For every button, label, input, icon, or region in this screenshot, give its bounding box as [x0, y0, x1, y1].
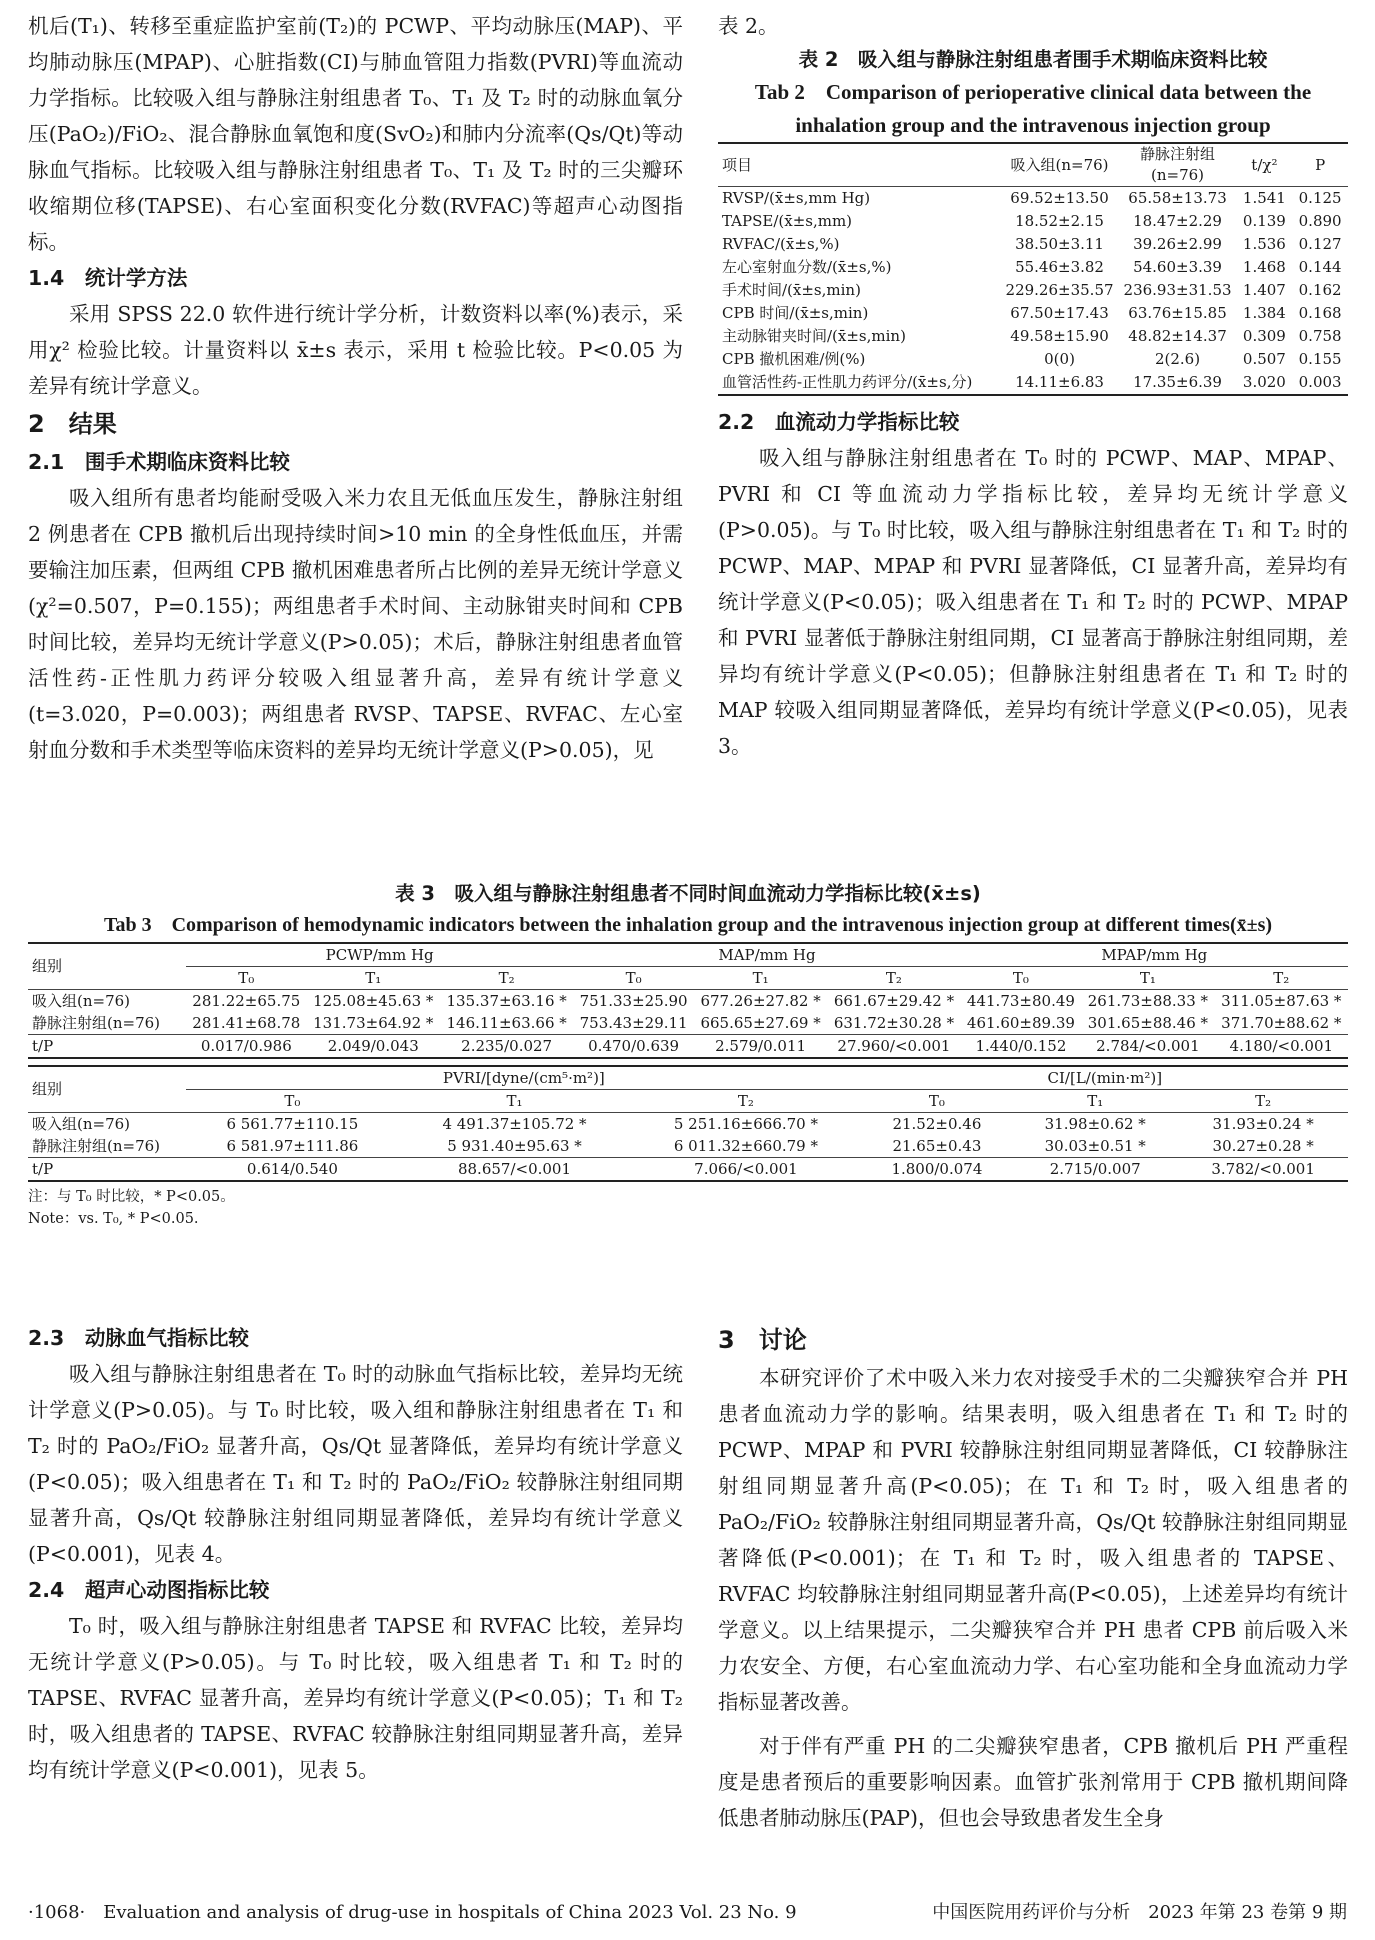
time-label: T₀ [928, 1091, 945, 1110]
table-cell: 281.41±68.78 [192, 1013, 301, 1032]
table-row [28, 1113, 1348, 1136]
methods-paragraph: 机后(T₁)、转移至重症监护室前(T₂)的 PCWP、平均动脉压(MAP)、平均肺动脉压(MPAP)、心脏指数(CI)与肺血管阻力指数(PVRI)等血流动力学指标。比较吸入组与静脉注射组患者 T₀、T₁ 及 T₂ 时的动脉血氧分压(PaO₂)/FiO₂、混合静脉血氧饱和度(SvO₂)和肺内分流率(Qs/Qt)等动脉血气指标。比较吸入组与静脉注射组患者 T₀、T₁ 及 T₂ 时的三尖瓣环收缩期位移(TAPSE)、右心室面积变化分数(RVFAC)等超声心动图指标。 [28, 14, 683, 254]
table-cell: 31.93±0.24 * [1212, 1114, 1314, 1133]
table-cell: 236.93±31.53 [1123, 281, 1232, 299]
section-3-heading: 3 讨论 [718, 1326, 807, 1354]
table-cell: 0.144 [1298, 258, 1342, 276]
table-cell: 2.579/0.011 [715, 1036, 807, 1055]
table-row [718, 256, 1348, 279]
table-cell: 661.67±29.42 * [833, 991, 955, 1010]
table-2-title-en: Tab 2 Comparison of perioperative clinical data between the inhalation group and the intravenous injection group [754, 80, 1312, 137]
row-label-cell: 主动脉钳夹时间/(x̄±s,min) [722, 327, 906, 345]
table-cell: 131.73±64.92 * [313, 1013, 434, 1032]
section-2-4-heading: 2.4 超声心动图指标比较 [28, 1578, 270, 1602]
section-2-heading: 2 结果 [28, 410, 117, 438]
table-cell: 6 011.32±660.79 * [673, 1136, 818, 1155]
pcwp-header: PCWP/mm Hg [186, 943, 573, 967]
table-cell: 27.960/<0.001 [837, 1036, 951, 1055]
table-cell: 461.60±89.39 [966, 1013, 1075, 1032]
ci-header: CI/[L/(min·m²)] [862, 1066, 1348, 1090]
table-cell: 371.70±88.62 * [1221, 1013, 1342, 1032]
table-cell: 441.73±80.49 [966, 991, 1075, 1010]
mpap-header: MPAP/mm Hg [961, 943, 1348, 967]
time-label: T₂ [1273, 968, 1290, 987]
row-label-cell: 静脉注射组(n=76) [32, 1013, 161, 1032]
table-row [28, 1158, 1348, 1182]
table-cell: 30.03±0.51 * [1044, 1136, 1146, 1155]
time-label: T₂ [885, 968, 902, 987]
table-cell: 6 581.97±111.86 [226, 1136, 359, 1155]
table-cell: 2(2.6) [1154, 350, 1201, 368]
table-cell: 0.890 [1298, 212, 1342, 230]
table-cell: 49.58±15.90 [1010, 327, 1109, 345]
left-column-top [28, 8, 683, 768]
row-label-cell: t/P [32, 1036, 54, 1055]
table-cell: 4 491.37±105.72 * [442, 1114, 587, 1133]
table-row [718, 279, 1348, 302]
table-2-header-cell: t/χ² [1251, 155, 1278, 174]
table-cell: 5 251.16±666.70 * [673, 1114, 818, 1133]
table-cell: 54.60±3.39 [1133, 258, 1222, 276]
discussion-paragraph-2: 对于伴有严重 PH 的二尖瓣狭窄患者，CPB 撤机后 PH 严重程度是患者预后的重要影响因素。血管扩张剂常用于 CPB 撤机期间降低患者肺动脉压(PAP)，但也会导致患者发生全身 [718, 1734, 1348, 1830]
table-cell: 5 931.40±95.63 * [447, 1136, 582, 1155]
table-cell: 63.76±15.85 [1128, 304, 1227, 322]
table-cell: 0.758 [1298, 327, 1342, 345]
section-2-1-heading: 2.1 围手术期临床资料比较 [28, 450, 290, 474]
statistics-paragraph: 采用 SPSS 22.0 软件进行统计学分析，计数资料以率(%)表示，采用χ² 检验比较。计量资料以 x̄±s 表示，采用 t 检验比较。P<0.05 为差异有统计学意义。 [28, 302, 683, 398]
table-3-body-1 [28, 990, 1348, 1059]
table-cell: 31.98±0.62 * [1044, 1114, 1146, 1133]
table-2-header-cell: 静脉注射组(n=76) [1140, 145, 1216, 184]
table-cell: 2.235/0.027 [461, 1036, 553, 1055]
table-cell: 229.26±35.57 [1005, 281, 1114, 299]
time-label: T₁ [1087, 1091, 1104, 1110]
table-row [718, 210, 1348, 233]
table-cell: 125.08±45.63 * [313, 991, 434, 1010]
table-row [718, 302, 1348, 325]
map-header: MAP/mm Hg [573, 943, 960, 967]
table-cell: 0.507 [1242, 350, 1286, 368]
left-column-bottom [28, 1320, 683, 1788]
table-cell: 55.46±3.82 [1015, 258, 1104, 276]
table-cell: 146.11±63.66 * [446, 1013, 567, 1032]
table-cell: 69.52±13.50 [1010, 189, 1109, 207]
table-row [718, 371, 1348, 395]
time-label: T₀ [238, 968, 255, 987]
table-3-time-row-2 [28, 1090, 1348, 1113]
table-2-header-row [718, 143, 1348, 187]
table-3-note-en: Note：vs. T₀, * P<0.05. [28, 1211, 199, 1227]
table-cell: 0.003 [1298, 373, 1342, 391]
table-cell: 261.73±88.33 * [1087, 991, 1209, 1010]
time-label: T₂ [737, 1091, 754, 1110]
time-label: T₀ [284, 1091, 301, 1110]
right-column-bottom [718, 1320, 1348, 1836]
table-2-ref: 表 2。 [718, 14, 779, 38]
table-3-header-row [28, 943, 1348, 967]
table-row [718, 325, 1348, 348]
table-cell: 7.066/<0.001 [694, 1159, 798, 1178]
table-cell: 67.50±17.43 [1010, 304, 1109, 322]
table-cell: 0.125 [1298, 189, 1342, 207]
table-cell: 18.47±2.29 [1133, 212, 1222, 230]
time-label: T₁ [365, 968, 382, 987]
table-3-title-en: Tab 3 Comparison of hemodynamic indicators between the inhalation group and the intravenous injection group at different times(x̄±s) [103, 914, 1273, 936]
table-cell: 21.52±0.46 [892, 1114, 982, 1133]
row-label-cell: 左心室射血分数/(x̄±s,%) [722, 258, 892, 276]
table-cell: 88.657/<0.001 [457, 1159, 572, 1178]
row-label-cell: TAPSE/(x̄±s,mm) [722, 212, 853, 230]
table-row [28, 1035, 1348, 1059]
table-3-block [28, 878, 1348, 1230]
table-cell: 2.715/0.007 [1049, 1159, 1141, 1178]
table-cell: 0.017/0.986 [200, 1036, 292, 1055]
table-cell: 18.52±2.15 [1015, 212, 1104, 230]
group-header: 组别 [32, 1080, 63, 1098]
table-cell: 281.22±65.75 [192, 991, 301, 1010]
table-row [28, 1135, 1348, 1158]
results-2-2-paragraph: 吸入组与静脉注射组患者在 T₀ 时的 PCWP、MAP、MPAP、PVRI 和 CI 等血流动力学指标比较，差异均无统计学意义(P>0.05)。与 T₀ 时比较，吸入组与静脉注射组患者在 T₁ 和 T₂ 时的 PCWP、MAP、MPAP 和 PVRI 显著降低，CI 显著升高，差异均有统计学意义(P<0.05)；吸入组患者在 T₁ 和 T₂ 时的 PCWP、MPAP 和 PVRI 显著低于静脉注射组同期，CI 显著高于静脉注射组同期，差异均有统计学意义(P<0.05)；但静脉注射组患者在 T₁ 和 T₂ 时的 MAP 较吸入组同期显著降低，差异均有统计学意义(P<0.05)，见表 3。 [718, 446, 1348, 758]
table-cell: 3.782/<0.001 [1211, 1159, 1315, 1178]
table-cell: 135.37±63.16 * [446, 991, 567, 1010]
table-cell: 2.784/<0.001 [1096, 1036, 1200, 1055]
table-cell: 1.800/0.074 [891, 1159, 983, 1178]
table-row [718, 233, 1348, 256]
row-label-cell: 血管活性药-正性肌力药评分/(x̄±s,分) [722, 373, 973, 391]
table-cell: 48.82±14.37 [1128, 327, 1227, 345]
table-cell: 0.309 [1242, 327, 1286, 345]
table-cell: 2.049/0.043 [327, 1036, 419, 1055]
table-cell: 65.58±13.73 [1128, 189, 1227, 207]
row-label-cell: 静脉注射组(n=76) [32, 1136, 161, 1155]
table-cell: 1.468 [1242, 258, 1286, 276]
row-label-cell: RVFAC/(x̄±s,%) [722, 235, 840, 253]
table-cell: 1.440/0.152 [975, 1036, 1067, 1055]
table-cell: 311.05±87.63 * [1221, 991, 1342, 1010]
table-cell: 0.155 [1298, 350, 1342, 368]
time-label: T₁ [506, 1091, 523, 1110]
table-cell: 1.536 [1242, 235, 1286, 253]
row-label-cell: t/P [32, 1159, 54, 1178]
table-cell: 301.65±88.46 * [1087, 1013, 1209, 1032]
table-cell: 753.43±29.11 [579, 1013, 688, 1032]
right-column-top [718, 8, 1348, 764]
row-label-cell: 吸入组(n=76) [32, 1114, 131, 1133]
results-2-1-paragraph: 吸入组所有患者均能耐受吸入米力农且无低血压发生，静脉注射组 2 例患者在 CPB 撤机后出现持续时间>10 min 的全身性低血压，并需要输注加压素，但两组 CPB 撤机困难患者所占比例的差异无统计学意义(χ²=0.507，P=0.155)；两组患者手术时间、主动脉钳夹时间和 CPB 时间比较，差异均无统计学意义(P>0.05)；术后，静脉注射组患者血管活性药-正性肌力药评分较吸入组显著升高，差异有统计学意义(t=3.020，P=0.003)；两组患者 RVSP、TAPSE、RVFAC、左心室射血分数和手术类型等临床资料的差异均无统计学意义(P>0.05)，见 [28, 486, 683, 762]
discussion-paragraph-1: 本研究评价了术中吸入米力农对接受手术的二尖瓣狭窄合并 PH 患者血流动力学的影响。结果表明，吸入组患者在 T₁ 和 T₂ 时的 PCWP、MPAP 和 PVRI 较静脉注射组同期显著降低，CI 较静脉注射组同期显著升高(P<0.05)；在 T₁ 和 T₂ 时，吸入组患者的 PaO₂/FiO₂ 较静脉注射组同期显著升高，Qs/Qt 较静脉注射组同期显著降低(P<0.001)；在 T₁ 和 T₂ 时，吸入组患者的 TAPSE、RVFAC 均较静脉注射组同期显著升高(P<0.05)，上述差异均有统计学意义。以上结果提示，二尖瓣狭窄合并 PH 患者 CPB 前后吸入米力农安全、方便，右心室血流动力学、右心室功能和全身血流动力学指标显著改善。 [718, 1366, 1348, 1714]
table-cell: 0.614/0.540 [246, 1159, 338, 1178]
results-2-4-paragraph: T₀ 时，吸入组与静脉注射组患者 TAPSE 和 RVFAC 比较，差异均无统计学意义(P>0.05)。与 T₀ 时比较，吸入组患者 T₁ 和 T₂ 时的 TAPSE、RVFAC 显著升高，差异均有统计学意义(P<0.05)；T₁ 和 T₂ 时，吸入组患者的 TAPSE、RVFAC 较静脉注射组同期显著升高，差异均有统计学意义(P<0.001)，见表 5。 [28, 1614, 683, 1782]
table-cell: 21.65±0.43 [892, 1136, 982, 1155]
table-cell: 38.50±3.11 [1015, 235, 1104, 253]
table-row [28, 990, 1348, 1013]
section-2-3-heading: 2.3 动脉血气指标比较 [28, 1326, 249, 1350]
time-label: T₂ [498, 968, 515, 987]
results-2-3-paragraph: 吸入组与静脉注射组患者在 T₀ 时的动脉血气指标比较，差异均无统计学意义(P>0.05)。与 T₀ 时比较，吸入组和静脉注射组患者在 T₁ 和 T₂ 时的 PaO₂/FiO₂ 显著升高，Qs/Qt 显著降低，差异均有统计学意义(P<0.05)；吸入组患者在 T₁ 和 T₂ 时的 PaO₂/FiO₂ 较静脉注射组同期显著升高，Qs/Qt 较静脉注射组同期显著降低，差异均有统计学意义(P<0.001)，见表 4。 [28, 1362, 683, 1566]
table-cell: 751.33±25.90 [579, 991, 688, 1010]
table-cell: 0.168 [1298, 304, 1342, 322]
footer-left: ·1068· Evaluation and analysis of drug-use in hospitals of China 2023 Vol. 23 No. 9 [28, 1902, 797, 1923]
table-cell: 6 561.77±110.15 [226, 1114, 359, 1133]
table-3-header-row-2 [28, 1066, 1348, 1090]
row-label-cell: RVSP/(x̄±s,mm Hg) [722, 189, 871, 207]
table-2-header-cell: P [1315, 155, 1326, 174]
table-cell: 3.020 [1242, 373, 1286, 391]
row-label-cell: CPB 时间/(x̄±s,min) [722, 304, 869, 322]
time-label: T₁ [752, 968, 769, 987]
table-cell: 30.27±0.28 * [1212, 1136, 1314, 1155]
table-cell: 0.470/0.639 [588, 1036, 680, 1055]
table-cell: 665.65±27.69 * [700, 1013, 821, 1032]
table-cell: 14.11±6.83 [1015, 373, 1104, 391]
table-cell: 0(0) [1044, 350, 1075, 368]
table-cell: 0.127 [1298, 235, 1342, 253]
table-row [718, 187, 1348, 211]
time-label: T₀ [625, 968, 642, 987]
time-label: T₂ [1255, 1091, 1272, 1110]
table-cell: 1.384 [1242, 304, 1286, 322]
footer-right: 中国医院用药评价与分析 2023 年第 23 卷第 9 期 [932, 1902, 1347, 1923]
table-cell: 0.139 [1242, 212, 1286, 230]
table-2-header-cell: 项目 [722, 155, 753, 174]
table-cell: 4.180/<0.001 [1229, 1036, 1334, 1055]
pvri-header: PVRI/[dyne/(cm⁵·m²)] [186, 1066, 862, 1090]
table-3-title-cn: 表 3 吸入组与静脉注射组患者不同时间血流动力学指标比较(x̄±s) [395, 882, 981, 905]
row-label-cell: CPB 撤机困难/例(%) [722, 350, 866, 368]
table-3-body-2 [28, 1113, 1348, 1182]
table-cell: 0.162 [1298, 281, 1342, 299]
table-cell: 1.407 [1242, 281, 1286, 299]
table-3-time-row [28, 967, 1348, 990]
table-2-title-cn: 表 2 吸入组与静脉注射组患者围手术期临床资料比较 [798, 48, 1268, 71]
table-cell: 677.26±27.82 * [700, 991, 821, 1010]
table-row [28, 1012, 1348, 1035]
table-2-header-cell: 吸入组(n=76) [1010, 155, 1109, 174]
table-2 [718, 142, 1348, 396]
row-label-cell: 手术时间/(x̄±s,min) [722, 281, 861, 299]
table-row [718, 348, 1348, 371]
time-label: T₁ [1139, 968, 1156, 987]
time-label: T₀ [1012, 968, 1029, 987]
section-1-4-heading: 1.4 统计学方法 [28, 266, 188, 290]
section-2-2-heading: 2.2 血流动力学指标比较 [718, 410, 960, 434]
table-cell: 1.541 [1242, 189, 1286, 207]
row-label-cell: 吸入组(n=76) [32, 991, 131, 1010]
table-3-part-1 [28, 942, 1348, 1059]
table-cell: 17.35±6.39 [1133, 373, 1222, 391]
table-3-note-cn: 注：与 T₀ 时比较，* P<0.05。 [28, 1189, 235, 1205]
table-cell: 631.72±30.28 * [833, 1013, 955, 1032]
group-header: 组别 [32, 957, 63, 975]
table-3-part-2 [28, 1065, 1348, 1182]
table-cell: 39.26±2.99 [1133, 235, 1222, 253]
table-2-body [718, 187, 1348, 396]
